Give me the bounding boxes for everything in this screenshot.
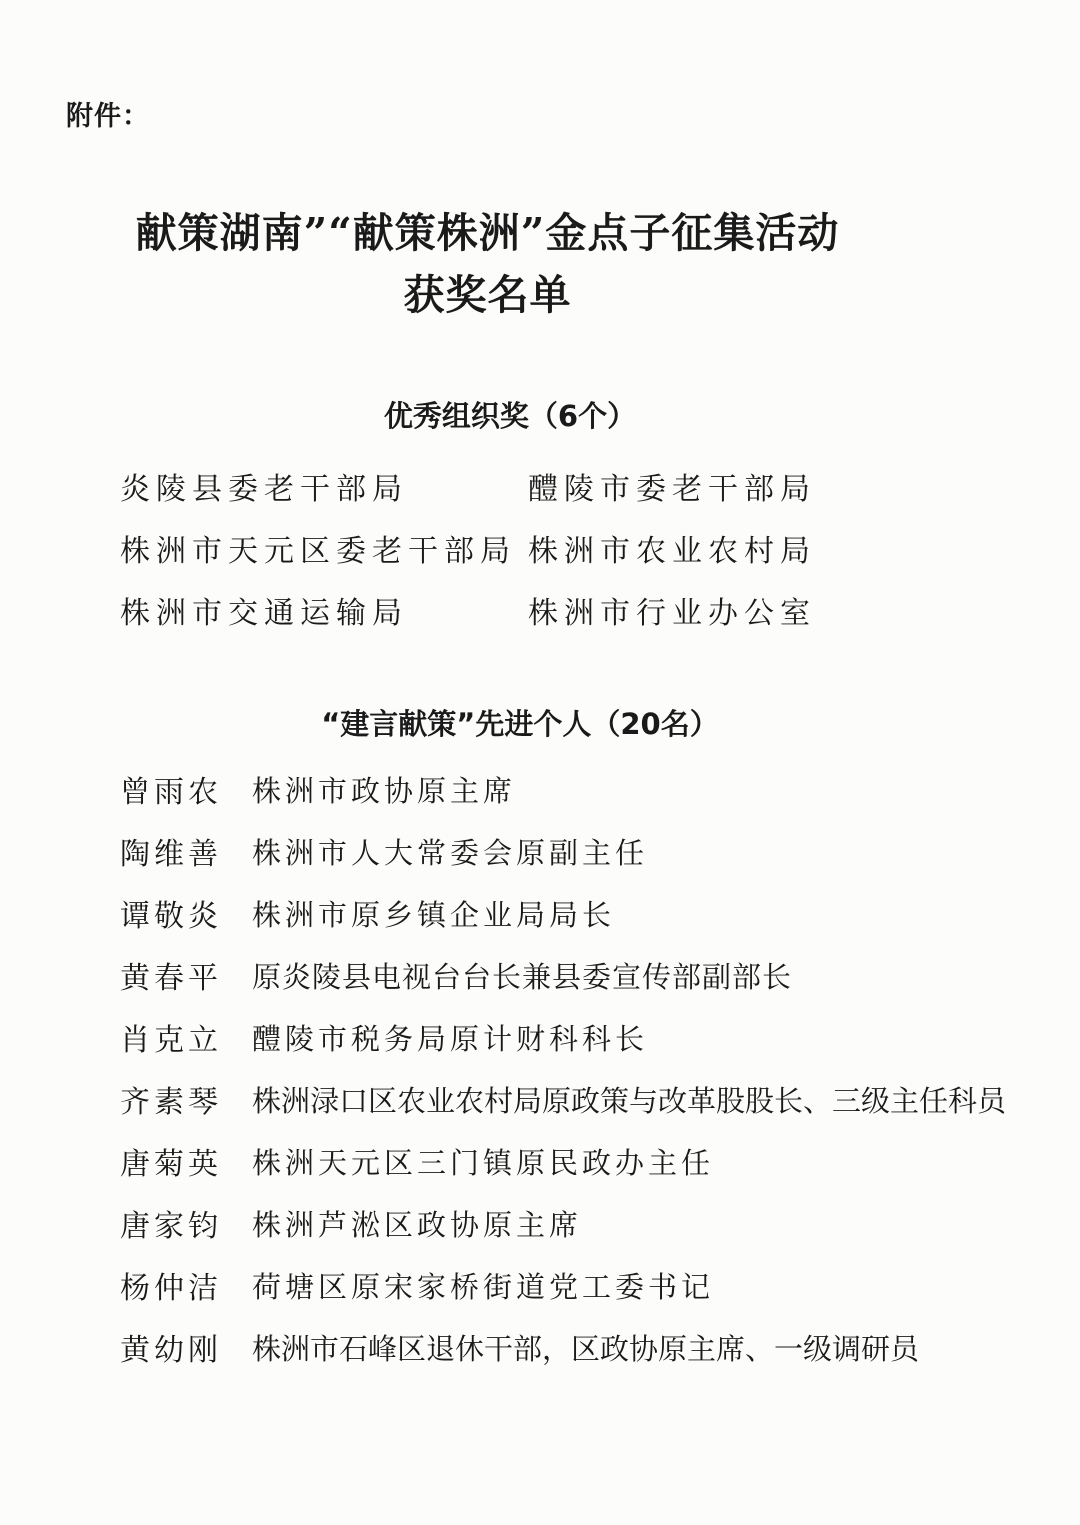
organization-row	[120, 455, 840, 517]
list-item	[120, 1068, 1020, 1130]
list-item	[120, 820, 1020, 882]
organization-name: 醴陵市委老干部局	[528, 472, 816, 507]
organization-name: 株洲市交通运输局	[120, 596, 408, 631]
person-name: 谭敬炎	[120, 899, 222, 934]
person-title: 株洲市原乡镇企业局局长	[252, 897, 616, 932]
organization-award-list	[120, 455, 840, 641]
list-item	[120, 944, 1020, 1006]
list-item	[120, 1130, 1020, 1192]
organization-name: 株洲市农业农村局	[528, 534, 816, 569]
list-item	[120, 1254, 1020, 1316]
person-name: 黄春平	[120, 961, 222, 996]
person-name: 齐素琴	[120, 1085, 222, 1120]
person-title: 醴陵市税务局原计财科科长	[252, 1021, 649, 1056]
person-title: 株洲市政协原主席	[252, 773, 517, 808]
list-item	[120, 1006, 1020, 1068]
organization-name: 株洲市行业办公室	[528, 596, 816, 631]
individual-award-heading: “建言献策”先进个人（20名）	[321, 707, 719, 741]
person-title: 株洲市人大常委会原副主任	[252, 835, 649, 870]
person-name: 杨仲洁	[120, 1271, 222, 1306]
list-item	[120, 882, 1020, 944]
organization-name: 炎陵县委老干部局	[120, 472, 408, 507]
organization-award-heading: 优秀组织奖（6个）	[383, 399, 637, 433]
document-title-line-2: 获奖名单	[403, 271, 572, 319]
document-title-line-1: 献策湖南”“献策株洲”金点子征集活动	[135, 209, 840, 257]
person-name: 唐家钧	[120, 1209, 222, 1244]
person-name: 唐菊英	[120, 1147, 222, 1182]
individual-award-list	[120, 758, 1020, 1378]
person-title: 株洲渌口区农业农村局原政策与改革股股长、三级主任科员	[252, 1083, 1007, 1118]
person-name: 黄幼刚	[120, 1333, 222, 1368]
list-item	[120, 1192, 1020, 1254]
person-name: 肖克立	[120, 1023, 222, 1058]
person-title: 株洲芦淞区政协原主席	[252, 1207, 583, 1242]
list-item	[120, 1316, 1020, 1378]
organization-row	[120, 579, 840, 641]
person-title: 株洲市石峰区退休干部，区政协原主席、一级调研员	[252, 1331, 920, 1366]
person-title: 荷塘区原宋家桥街道党工委书记	[252, 1269, 715, 1304]
list-item	[120, 758, 1020, 820]
attachment-label: 附件：	[66, 101, 150, 132]
person-name: 陶维善	[120, 837, 222, 872]
organization-name: 株洲市天元区委老干部局	[120, 534, 516, 569]
organization-row	[120, 517, 840, 579]
person-title: 株洲天元区三门镇原民政办主任	[252, 1145, 715, 1180]
person-name: 曾雨农	[120, 775, 222, 810]
person-title: 原炎陵县电视台台长兼县委宣传部副部长	[252, 959, 793, 994]
